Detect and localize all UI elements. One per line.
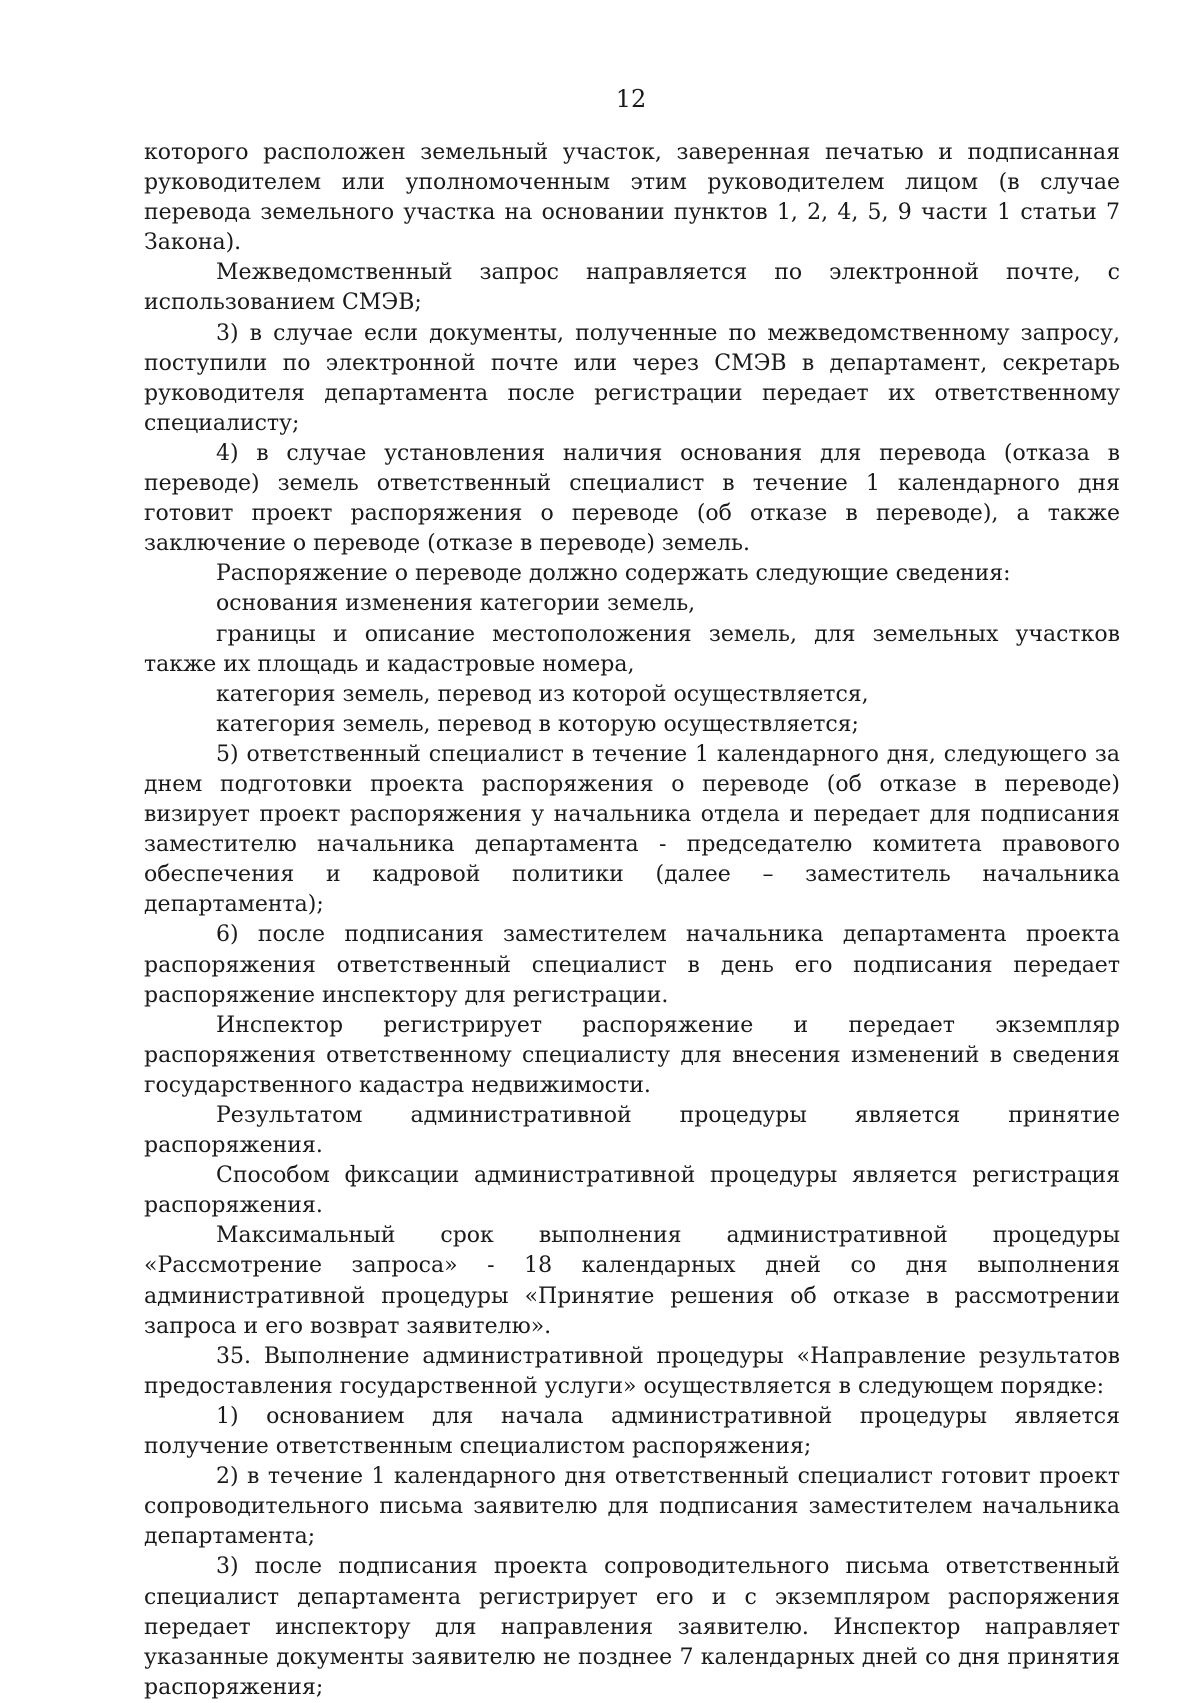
- paragraph-list-item: основания изменения категории земель,: [216, 591, 696, 617]
- paragraph-section-35: 35. Выполнение административной процедуры «Направление результатов предоставления государственной услуги» осуществляется в следующем порядке:: [144, 1343, 1120, 1399]
- paragraph-continuation: которого расположен земельный участок, заверенная печатью и подписанная руководителем или уполномоченным этим руководителем лицом (в случае перевода земельного участка на основании пунктов 1, 2, 4, 5, 9 части 1 статьи 7 Закона).: [144, 140, 1120, 256]
- paragraph-order-contents: Распоряжение о переводе должно содержать следующие сведения:: [216, 561, 1011, 587]
- paragraph-step-2: 2) в течение 1 календарного дня ответственный специалист готовит проект сопроводительного письма заявителю для подписания заместителем начальника департамента;: [144, 1464, 1120, 1550]
- paragraph-item-6: 6) после подписания заместителем начальника департамента проекта распоряжения ответственный специалист в день его подписания передает распоряжение инспектору для регистрации.: [144, 922, 1120, 1008]
- paragraph-item-4: 4) в случае установления наличия основания для перевода (отказа в переводе) земель ответственный специалист в течение 1 календарного дня готовит проект распоряжения о переводе (об отказе в переводе), а также заключение о переводе (отказе в переводе) земель.: [144, 440, 1120, 557]
- paragraph-fixation: Способом фиксации административной процедуры является регистрация распоряжения.: [144, 1163, 1120, 1219]
- paragraph-list-item: категория земель, перевод из которой осуществляется,: [216, 681, 869, 707]
- paragraph-item-5: 5) ответственный специалист в течение 1 календарного дня, следующего за днем подготовки проекта распоряжения о переводе (об отказе в переводе) визирует проект распоряжения у начальника отдела и передает для подписания заместителю начальника департамента - председателю комитета правового обеспечения и кадровой политики (далее – заместитель начальника департамента);: [144, 741, 1120, 918]
- document-body: [144, 138, 1120, 1703]
- paragraph-step-3: 3) после подписания проекта сопроводительного письма ответственный специалист департамента регистрирует его и с экземпляром распоряжения передает инспектору для направления заявителю. Инспектор направляет указанные документы заявителю не позднее 7 календарных дней со дня принятия распоряжения;: [144, 1554, 1120, 1700]
- paragraph-max-term: Максимальный срок выполнения административной процедуры «Рассмотрение запроса» - 18 календарных дней со дня выполнения административной процедуры «Принятие решения об отказе в рассмотрении запроса и его возврат заявителю».: [144, 1223, 1120, 1339]
- paragraph-result: Результатом административной процедуры является принятие распоряжения.: [144, 1103, 1120, 1159]
- paragraph-list-item: категория земель, перевод в которую осуществляется;: [216, 711, 859, 737]
- page-number: 12: [615, 85, 647, 113]
- paragraph-list-item: границы и описание местоположения земель, для земельных участков также их площадь и кадастровые номера,: [144, 621, 1120, 677]
- paragraph-step-1: 1) основанием для начала административной процедуры является получение ответственным специалистом распоряжения;: [144, 1403, 1120, 1460]
- paragraph-inspector: Инспектор регистрирует распоряжение и передает экземпляр распоряжения ответственному специалисту для внесения изменений в сведения государственного кадастра недвижимости.: [144, 1012, 1120, 1098]
- paragraph-interagency-request: Межведомственный запрос направляется по электронной почте, с использованием СМЭВ;: [144, 260, 1120, 316]
- paragraph-item-3: 3) в случае если документы, полученные по межведомственному запросу, поступили по электронной почте или через СМЭВ в департамент, секретарь руководителя департамента после регистрации передает их ответственному специалисту;: [144, 320, 1120, 436]
